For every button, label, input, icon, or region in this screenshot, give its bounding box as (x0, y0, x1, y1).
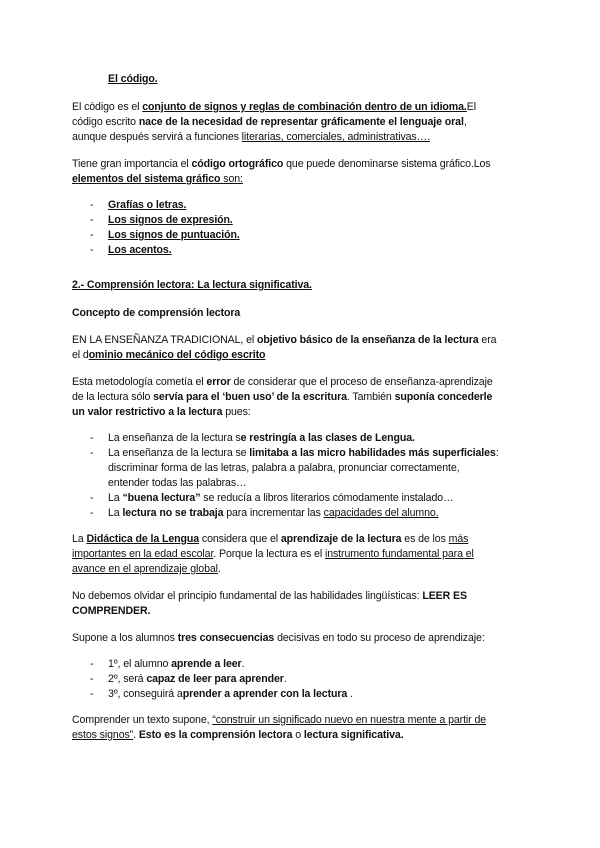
paragraph-5-line-3: avance en el aprendizaje global. (72, 563, 221, 575)
paragraph-7-line-1: Supone a los alumnos tres consecuencias decisivas en todo su proceso de aprendizaje: (72, 632, 485, 644)
paragraph-1-line-1: El código es el conjunto de signos y reglas de combinación dentro de un idioma.El (72, 101, 476, 113)
paragraph-8-line-1: Comprender un texto supone, “construir un significado nuevo en nuestra mente a partir de (72, 714, 487, 726)
paragraph-6-line-1: No debemos olvidar el principio fundamental de las habilidades lingüísticas: LEER ES (72, 590, 467, 602)
subheading: Concepto de comprensión lectora (72, 307, 241, 319)
list-item: 1º, el alumno aprende a leer. (108, 658, 245, 670)
list-bullet: - (90, 492, 94, 504)
paragraph-4-line-3: un valor restrictivo a la lectura pues: (72, 406, 251, 418)
list-item: La lectura no se trabaja para incrementar las capacidades del alumno. (108, 507, 439, 519)
paragraph-4-line-1: Esta metodología cometía el error de considerar que el proceso de enseñanza-aprendizaje (72, 376, 493, 388)
list-bullet: - (90, 244, 94, 256)
list-item: Grafías o letras. (108, 199, 187, 211)
paragraph-3-line-1: EN LA ENSEÑANZA TRADICIONAL, el objetivo básico de la enseñanza de la lectura era (72, 334, 497, 346)
paragraph-1-line-3: aunque después servirá a funciones literarias, comerciales, administrativas…. (72, 131, 430, 143)
section-2-title: 2.- Comprensión lectora: La lectura significativa. (72, 279, 312, 291)
paragraph-5-line-1: La Didáctica de la Lengua considera que el aprendizaje de la lectura es de los más (72, 533, 469, 545)
list-item: La enseñanza de la lectura se limitaba a las micro habilidades más superficiales: (108, 447, 499, 459)
list-bullet: - (90, 432, 94, 444)
paragraph-5-line-2: importantes en la edad escolar. Porque la lectura es el instrumento fundamental para el (72, 548, 474, 560)
paragraph-8-line-2: estos signos”. Esto es la comprensión lectora o lectura significativa. (72, 729, 404, 741)
list-bullet: - (90, 507, 94, 519)
paragraph-6-line-2: COMPRENDER. (72, 605, 151, 617)
paragraph-2-line-1: Tiene gran importancia el código ortográfico que puede denominarse sistema gráfico.Los (72, 158, 491, 170)
list-bullet: - (90, 658, 94, 670)
list-bullet: - (90, 673, 94, 685)
list-item: La “buena lectura” se reducía a libros literarios cómodamente instalado… (108, 492, 454, 504)
paragraph-3-line-2: el dominio mecánico del código escrito (72, 349, 266, 361)
list-item: Los signos de puntuación. (108, 229, 240, 241)
page-title: El código. (108, 73, 158, 85)
list-item: 2º, será capaz de leer para aprender. (108, 673, 287, 685)
paragraph-2-line-2: elementos del sistema gráfico son: (72, 173, 243, 185)
list-item-continuation: entender todas las palabras… (108, 477, 247, 489)
list-bullet: - (90, 447, 94, 459)
list-item: 3º, conseguirá aprender a aprender con la lectura . (108, 688, 353, 700)
list-bullet: - (90, 229, 94, 241)
list-bullet: - (90, 214, 94, 226)
list-bullet: - (90, 688, 94, 700)
list-bullet: - (90, 199, 94, 211)
list-item: Los signos de expresión. (108, 214, 233, 226)
paragraph-1-line-2: código escrito nace de la necesidad de representar gráficamente el lenguaje oral, (72, 116, 467, 128)
list-item: La enseñanza de la lectura se restringía a las clases de Lengua. (108, 432, 415, 444)
list-item-continuation: discriminar forma de las letras, palabra a palabra, pronunciar correctamente, (108, 462, 460, 474)
list-item: Los acentos. (108, 244, 172, 256)
paragraph-4-line-2: de la lectura sólo servía para el ‘buen uso’ de la escritura. También suponía concederle (72, 391, 493, 403)
